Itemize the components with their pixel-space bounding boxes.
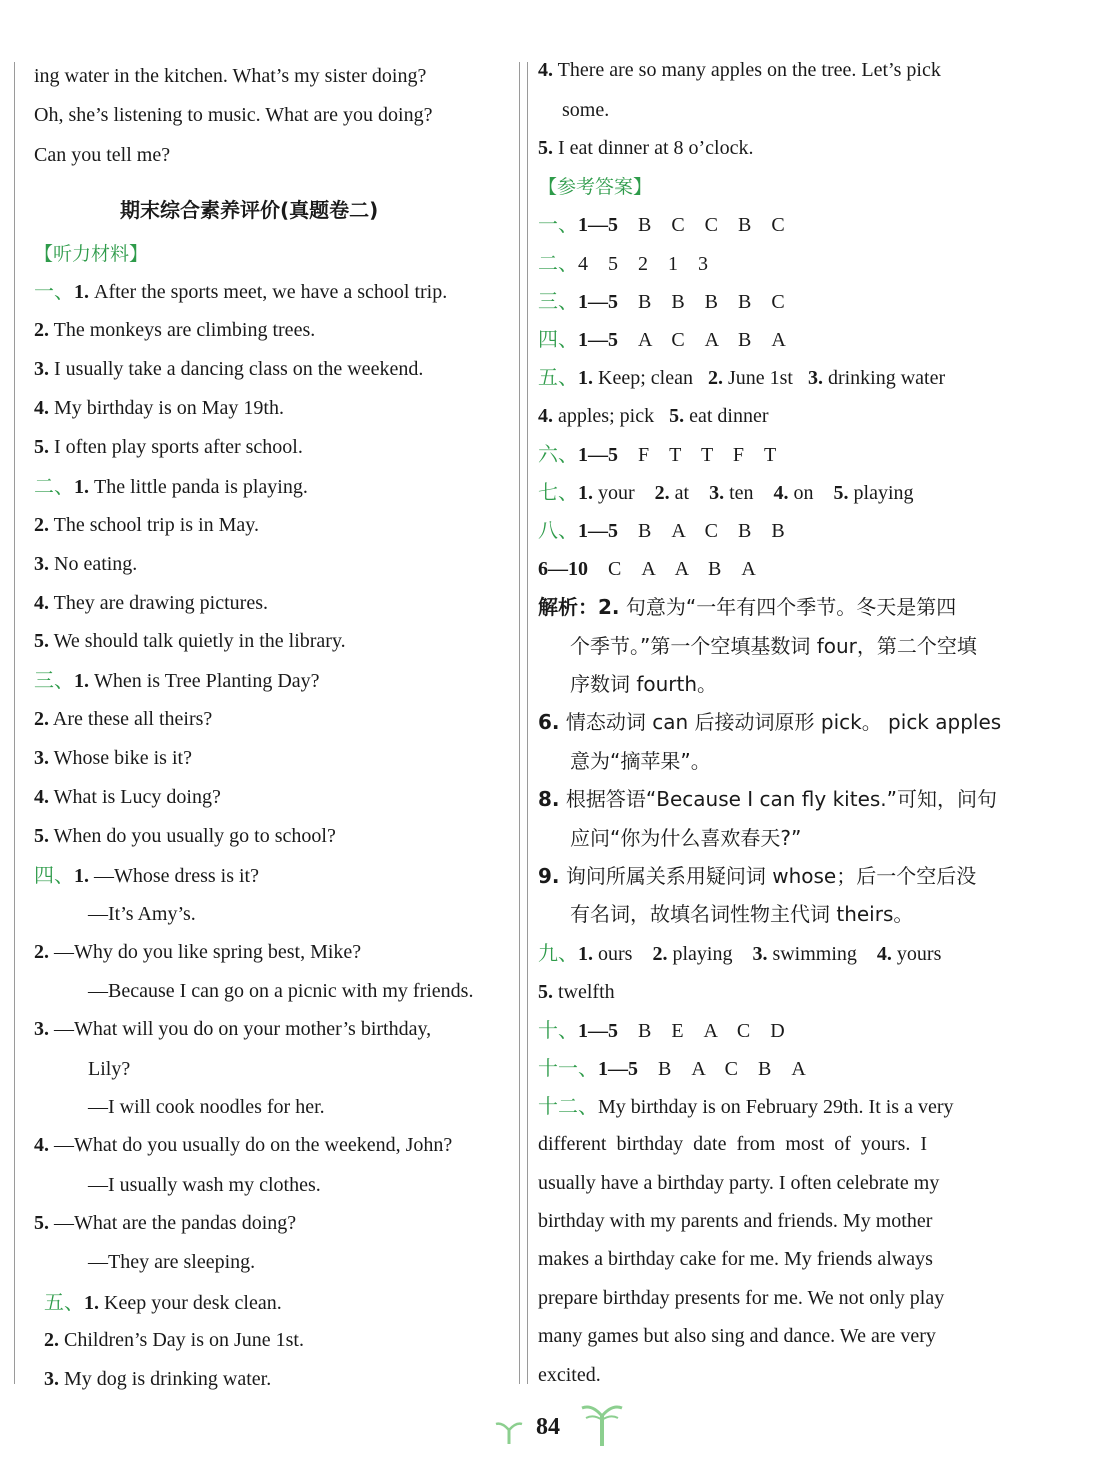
s3-item-4 — [34, 785, 221, 809]
s5-num-1: 1. — [84, 1292, 99, 1314]
ans-9-n3: 3. — [752, 943, 768, 965]
cont-item-4 — [538, 58, 941, 82]
s4-num-5: 5. — [34, 1212, 49, 1234]
ans-7-n1: 1. — [578, 482, 593, 504]
ans-5-t5: eat dinner — [689, 405, 769, 427]
s4-a3: —I will cook noodles for her. — [88, 1096, 325, 1118]
left-margin-line — [14, 62, 15, 1384]
ans-9 — [538, 941, 941, 966]
cont-num-5: 5. — [538, 137, 553, 159]
analysis-n9: 9. — [538, 864, 560, 888]
ans-8 — [538, 518, 785, 543]
analysis-label: 解析： — [538, 595, 598, 619]
ans-10-range: 1—5 — [578, 1020, 618, 1042]
listening-tag: 【听力材料】 — [34, 243, 149, 265]
analysis-n2: 2. — [598, 595, 620, 619]
s5-item-1 — [44, 1290, 282, 1315]
ans-10-label: 十、 — [538, 1018, 578, 1042]
s3-num-5: 5. — [34, 825, 49, 847]
ans-8-range-2: 6—10 — [538, 558, 588, 580]
analysis-2 — [538, 595, 956, 619]
ans-4-label: 四、 — [538, 327, 578, 351]
answer-tag: 【参考答案】 — [538, 176, 653, 198]
analysis-l8: 询问所属关系用疑问词 whose；后一个空后没 — [565, 864, 977, 888]
s4-q3-text: —What will you do on your mother’s birthday, — [54, 1018, 432, 1040]
s1-text-3: I usually take a dancing class on the weekend. — [54, 358, 424, 380]
ans-6 — [538, 442, 776, 467]
ans-12-line-2: usually have a birthday party. I often celebrate my — [538, 1172, 940, 1194]
ans-12-line-6: many games but also sing and dance. We are very — [538, 1325, 936, 1347]
s4-a4: —I usually wash my clothes. — [88, 1174, 321, 1196]
ans-8-b — [538, 557, 756, 581]
ans-7-n5: 5. — [833, 482, 849, 504]
ans-7-t4: on — [793, 482, 814, 504]
exam-title: 期末综合素养评价(真题卷二) — [120, 198, 379, 222]
analysis-n8: 8. — [538, 787, 560, 811]
s1-item-2 — [34, 318, 315, 342]
s2-item-5 — [34, 629, 346, 653]
ans-5-t2: June 1st — [727, 367, 793, 389]
ans-9-b — [538, 980, 615, 1004]
s5-item-2 — [44, 1328, 304, 1352]
s2-item-2 — [34, 513, 259, 537]
ans-4-range: 1—5 — [578, 329, 618, 351]
analysis-l5: 意为“摘苹果”。 — [570, 749, 711, 773]
ans-5-line-1 — [538, 365, 945, 390]
ans-7-n3: 3. — [709, 482, 725, 504]
ans-9-label: 九、 — [538, 941, 578, 965]
analysis-8 — [538, 787, 997, 811]
s4-q3 — [34, 1017, 431, 1041]
s2-num-5: 5. — [34, 630, 49, 652]
s2-text-3: No eating. — [54, 553, 138, 575]
s1-text-4: My birthday is on May 19th. — [54, 397, 284, 419]
analysis-l6: 根据答语“Because I can fly kites.”可知，问句 — [565, 787, 998, 811]
s4-q2 — [34, 940, 361, 964]
ans-7-t3: ten — [729, 482, 754, 504]
s3-text-3: Whose bike is it? — [53, 747, 192, 769]
s1-item-4 — [34, 396, 284, 420]
s2-text-5: We should talk quietly in the library. — [53, 630, 346, 652]
s3-item-5 — [34, 824, 336, 848]
cont-num-4: 4. — [538, 59, 553, 81]
s1-item-5 — [34, 435, 303, 459]
ans-5-n5: 5. — [669, 405, 685, 427]
s3-num-4: 4. — [34, 786, 49, 808]
ans-7-n4: 4. — [773, 482, 789, 504]
s3-item-2 — [34, 707, 212, 731]
s2-item-3 — [34, 552, 137, 576]
analysis-l1: 句意为“一年有四个季节。冬天是第四 — [625, 595, 957, 619]
ans-4 — [538, 327, 786, 352]
ans-7-t1: your — [598, 482, 635, 504]
ans-9-t4: yours — [896, 943, 942, 965]
ans-9-n1: 1. — [578, 943, 593, 965]
s5-num-3: 3. — [44, 1368, 59, 1390]
ans-7 — [538, 480, 914, 505]
cont-text-5: I eat dinner at 8 o’clock. — [558, 137, 754, 159]
s2-item-4 — [34, 591, 268, 615]
s1-text-1: After the sports meet, we have a school trip. — [94, 281, 448, 303]
s3-label: 三、 — [34, 668, 74, 692]
ans-8-values: B A C B B — [638, 520, 785, 542]
s3-text-1: When is Tree Planting Day? — [94, 670, 320, 692]
s5-item-3 — [44, 1367, 271, 1391]
s4-q4-text: —What do you usually do on the weekend, John? — [54, 1134, 453, 1156]
s3-item-3 — [34, 746, 192, 770]
ans-8-label: 八、 — [538, 518, 578, 542]
ans-11-range: 1—5 — [598, 1058, 638, 1080]
s1-item-1 — [34, 279, 447, 304]
s3-num-3: 3. — [34, 747, 49, 769]
ans-2-label: 二、 — [538, 251, 578, 275]
ans-8-range: 1—5 — [578, 520, 618, 542]
ans-1-label: 一、 — [538, 212, 578, 236]
s3-text-2: Are these all theirs? — [52, 708, 213, 730]
ans-12-line-4: makes a birthday cake for me. My friends always — [538, 1248, 933, 1270]
ans-5-n1: 1. — [578, 367, 593, 389]
cont-text-4: There are so many apples on the tree. Let’s pick — [557, 59, 941, 81]
s5-text-2: Children’s Day is on June 1st. — [64, 1329, 304, 1351]
ans-7-label: 七、 — [538, 480, 578, 504]
s5-text-3: My dog is drinking water. — [64, 1368, 272, 1390]
s4-num-2: 2. — [34, 941, 49, 963]
analysis-n6: 6. — [538, 710, 560, 734]
s1-num-4: 4. — [34, 397, 49, 419]
ans-9-t5: twelfth — [558, 981, 615, 1003]
s2-num-3: 3. — [34, 553, 49, 575]
ans-9-n4: 4. — [876, 943, 892, 965]
s2-num-2: 2. — [34, 514, 49, 536]
ans-7-t2: at — [674, 482, 690, 504]
intro-line-3: Can you tell me? — [34, 144, 171, 166]
ans-3-range: 1—5 — [578, 291, 618, 313]
analysis-6 — [538, 710, 1001, 734]
ans-3-label: 三、 — [538, 289, 578, 313]
s4-num-3: 3. — [34, 1018, 49, 1040]
ans-11-values: B A C B A — [658, 1058, 806, 1080]
s2-label: 二、 — [34, 474, 74, 498]
footer-plant-icon-left — [494, 1416, 524, 1446]
ans-4-values: A C A B A — [638, 329, 786, 351]
ans-5-n3: 3. — [807, 367, 823, 389]
ans-9-t1: ours — [598, 943, 633, 965]
s4-num-4: 4. — [34, 1134, 49, 1156]
s2-num-4: 4. — [34, 592, 49, 614]
ans-1-range: 1—5 — [578, 214, 618, 236]
analysis-l3: 序数词 fourth。 — [570, 672, 718, 696]
ans-7-t5: playing — [853, 482, 914, 504]
ans-5-n2: 2. — [707, 367, 723, 389]
ans-7-n2: 2. — [654, 482, 670, 504]
ans-2 — [538, 251, 708, 276]
s4-q5 — [34, 1211, 296, 1235]
s4-q5-text: —What are the pandas doing? — [54, 1212, 297, 1234]
ans-5-label: 五、 — [538, 365, 578, 389]
ans-11 — [538, 1056, 806, 1081]
s4-q2-text: —Why do you like spring best, Mike? — [54, 941, 362, 963]
s2-text-1: The little panda is playing. — [94, 476, 308, 498]
analysis-l2: 个季节。”第一个空填基数词 four，第二个空填 — [570, 634, 977, 658]
ans-3-values: B B B B C — [638, 291, 785, 313]
column-divider — [519, 62, 520, 1384]
s3-num-1: 1. — [74, 670, 89, 692]
s4-q1 — [34, 863, 259, 888]
ans-12-line-5: prepare birthday presents for me. We not only play — [538, 1287, 945, 1309]
s4-q1-text: —Whose dress is it? — [94, 865, 259, 887]
ans-12-text-0: My birthday is on February 29th. It is a very — [598, 1096, 954, 1118]
s1-label: 一、 — [34, 279, 74, 303]
intro-line-1: ing water in the kitchen. What’s my sister doing? — [34, 65, 427, 87]
cont-item-5 — [538, 136, 753, 160]
s4-num-1: 1. — [74, 865, 89, 887]
s2-num-1: 1. — [74, 476, 89, 498]
s5-num-2: 2. — [44, 1329, 59, 1351]
ans-3 — [538, 289, 785, 314]
page-number: 84 — [536, 1414, 560, 1440]
ans-12-line-1: different birthday date from most of yours. I — [538, 1133, 927, 1155]
ans-12-line-7: excited. — [538, 1364, 601, 1386]
s5-label: 五、 — [44, 1290, 84, 1314]
s1-text-5: I often play sports after school. — [54, 436, 303, 458]
s1-item-3 — [34, 357, 423, 381]
ans-12-line-3: birthday with my parents and friends. My mother — [538, 1210, 933, 1232]
ans-6-label: 六、 — [538, 442, 578, 466]
s3-text-4: What is Lucy doing? — [53, 786, 221, 808]
s5-text-1: Keep your desk clean. — [104, 1292, 282, 1314]
s4-a5: —They are sleeping. — [88, 1251, 256, 1273]
s3-item-1 — [34, 668, 320, 693]
s2-item-1 — [34, 474, 308, 499]
ans-6-values: F T T F T — [638, 444, 777, 466]
right-column-divider-2 — [527, 62, 528, 1384]
ans-12-first — [538, 1094, 954, 1119]
ans-10 — [538, 1018, 785, 1043]
s1-num-1: 1. — [74, 281, 89, 303]
ans-6-range: 1—5 — [578, 444, 618, 466]
s4-a2: —Because I can go on a picnic with my friends. — [88, 980, 474, 1002]
intro-line-2: Oh, she’s listening to music. What are you doing? — [34, 104, 433, 126]
ans-9-n2: 2. — [652, 943, 668, 965]
ans-9-t3: swimming — [772, 943, 857, 965]
ans-10-values: B E A C D — [638, 1020, 785, 1042]
ans-2-values: 4 5 2 1 3 — [578, 253, 708, 275]
s4-q3-cont: Lily? — [88, 1058, 131, 1080]
s1-num-3: 3. — [34, 358, 49, 380]
footer-plant-icon-right — [578, 1400, 626, 1448]
ans-5-t1: Keep; clean — [598, 367, 693, 389]
ans-5-t3: drinking water — [827, 367, 946, 389]
ans-9-n5: 5. — [538, 981, 553, 1003]
ans-8-values-2: C A A B A — [608, 558, 756, 580]
ans-5-line-2 — [538, 404, 769, 428]
ans-9-t2: playing — [672, 943, 733, 965]
s4-label: 四、 — [34, 863, 74, 887]
ans-12-label: 十二、 — [538, 1094, 598, 1118]
s3-num-2: 2. — [34, 708, 49, 730]
s1-text-2: The monkeys are climbing trees. — [53, 319, 316, 341]
analysis-l7: 应问“你为什么喜欢春天?” — [570, 826, 802, 850]
s2-text-4: They are drawing pictures. — [53, 592, 268, 614]
s4-q4 — [34, 1133, 452, 1157]
analysis-9 — [538, 864, 976, 888]
ans-1 — [538, 212, 785, 237]
analysis-l4: 情态动词 can 后接动词原形 pick。 pick apples — [565, 710, 1002, 734]
s3-text-5: When do you usually go to school? — [53, 825, 336, 847]
s2-text-2: The school trip is in May. — [53, 514, 259, 536]
ans-5-n4: 4. — [538, 405, 553, 427]
s1-num-2: 2. — [34, 319, 49, 341]
ans-11-label: 十一、 — [538, 1056, 598, 1080]
s4-a1: —It’s Amy’s. — [88, 903, 196, 925]
analysis-l9: 有名词，故填名词性物主代词 theirs。 — [570, 902, 914, 926]
cont-item-4b: some. — [562, 99, 610, 121]
ans-5-t4: apples; pick — [558, 405, 655, 427]
ans-1-values: B C C B C — [638, 214, 785, 236]
s1-num-5: 5. — [34, 436, 49, 458]
